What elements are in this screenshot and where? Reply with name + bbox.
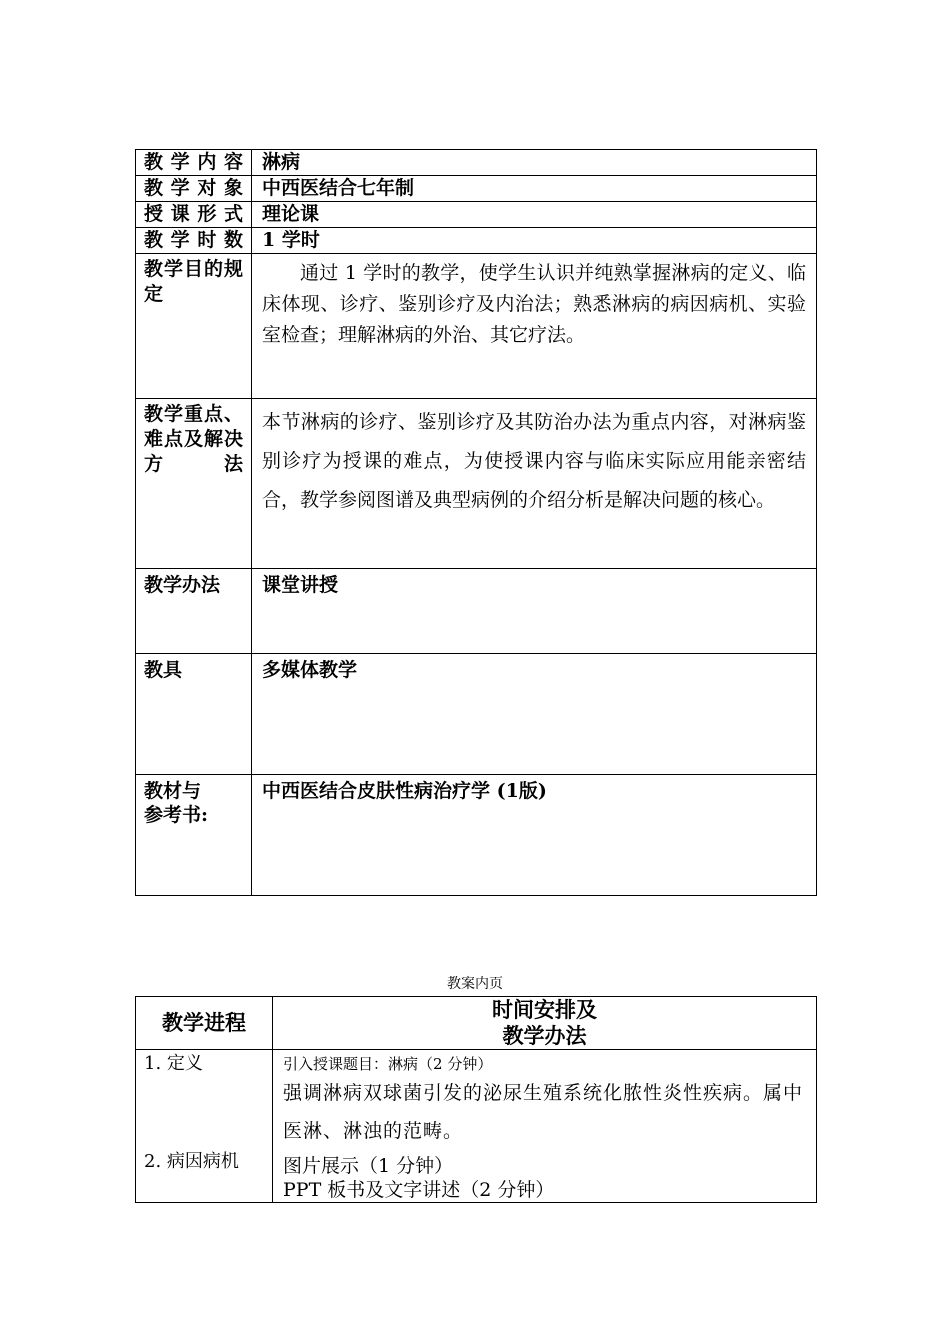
header-time-method bbox=[273, 997, 817, 1050]
header-time-line1: 时间安排及 bbox=[492, 997, 597, 1022]
label-key-points: 教学重点、难点及解决方法 bbox=[136, 399, 252, 569]
progress-cell bbox=[136, 1050, 273, 1203]
progress-item-etiology: 2. 病因病机 bbox=[144, 1151, 239, 1172]
value-tools: 多媒体教学 bbox=[252, 654, 817, 775]
method-cell bbox=[273, 1050, 817, 1203]
label-textbook bbox=[136, 775, 252, 896]
picture-text: 图片展示（1 分钟） bbox=[283, 1155, 454, 1177]
label-tools: 教具 bbox=[136, 654, 252, 775]
label-textbook-line2: 参考书: bbox=[144, 804, 209, 826]
value-audience: 中西医结合七年制 bbox=[252, 176, 817, 202]
label-content: 教学内容 bbox=[136, 150, 252, 176]
value-method: 课堂讲授 bbox=[252, 569, 817, 654]
table-row bbox=[136, 176, 817, 202]
value-textbook: 中西医结合皮肤性病治疗学 (1版) bbox=[252, 775, 817, 896]
header-progress: 教学进程 bbox=[136, 997, 273, 1050]
lesson-progress-table bbox=[135, 996, 817, 1203]
label-audience: 教学对象 bbox=[136, 176, 252, 202]
label-objectives: 教学目的规定 bbox=[136, 254, 252, 399]
ppt-text: PPT 板书及文字讲述（2 分钟） bbox=[283, 1179, 555, 1201]
table-row bbox=[136, 254, 817, 399]
value-hours: 1 学时 bbox=[252, 228, 817, 254]
table-row bbox=[136, 202, 817, 228]
label-format: 授课形式 bbox=[136, 202, 252, 228]
value-content: 淋病 bbox=[252, 150, 817, 176]
table-row bbox=[136, 569, 817, 654]
table-header-row bbox=[136, 997, 817, 1050]
intro-text: 引入授课题目：淋病（2 分钟） bbox=[283, 1055, 493, 1073]
progress-item-definition: 1. 定义 bbox=[144, 1053, 203, 1074]
table-row bbox=[136, 654, 817, 775]
lesson-info-table bbox=[135, 149, 817, 896]
value-format: 理论课 bbox=[252, 202, 817, 228]
definition-paragraph: 强调淋病双球菌引发的泌尿生殖系统化脓性炎性疾病。属中医淋、淋浊的范畴。 bbox=[283, 1082, 804, 1142]
table-row bbox=[136, 150, 817, 176]
table-row bbox=[136, 775, 817, 896]
table-row bbox=[136, 399, 817, 569]
label-method: 教学办法 bbox=[136, 569, 252, 654]
header-time-line2: 教学办法 bbox=[502, 1023, 587, 1048]
value-key-points: 本节淋病的诊疗、鉴别诊疗及其防治办法为重点内容，对淋病鉴别诊疗为授课的难点，为使授课内容与临床实际应用能亲密结合，教学参阅图谱及典型病例的介绍分析是解决问题的核心。 bbox=[252, 399, 817, 569]
page-caption: 教案内页 bbox=[447, 976, 503, 992]
table-row bbox=[136, 228, 817, 254]
label-hours: 教学时数 bbox=[136, 228, 252, 254]
spacer bbox=[144, 1076, 264, 1150]
label-textbook-line1: 教材与 bbox=[144, 780, 202, 802]
value-objectives: 通过 1 学时的教学，使学生认识并纯熟掌握淋病的定义、临床体现、诊疗、鉴别诊疗及内治法；熟悉淋病的病因病机、实验室检查；理解淋病的外治、其它疗法。 bbox=[252, 254, 817, 399]
table-row bbox=[136, 1050, 817, 1203]
